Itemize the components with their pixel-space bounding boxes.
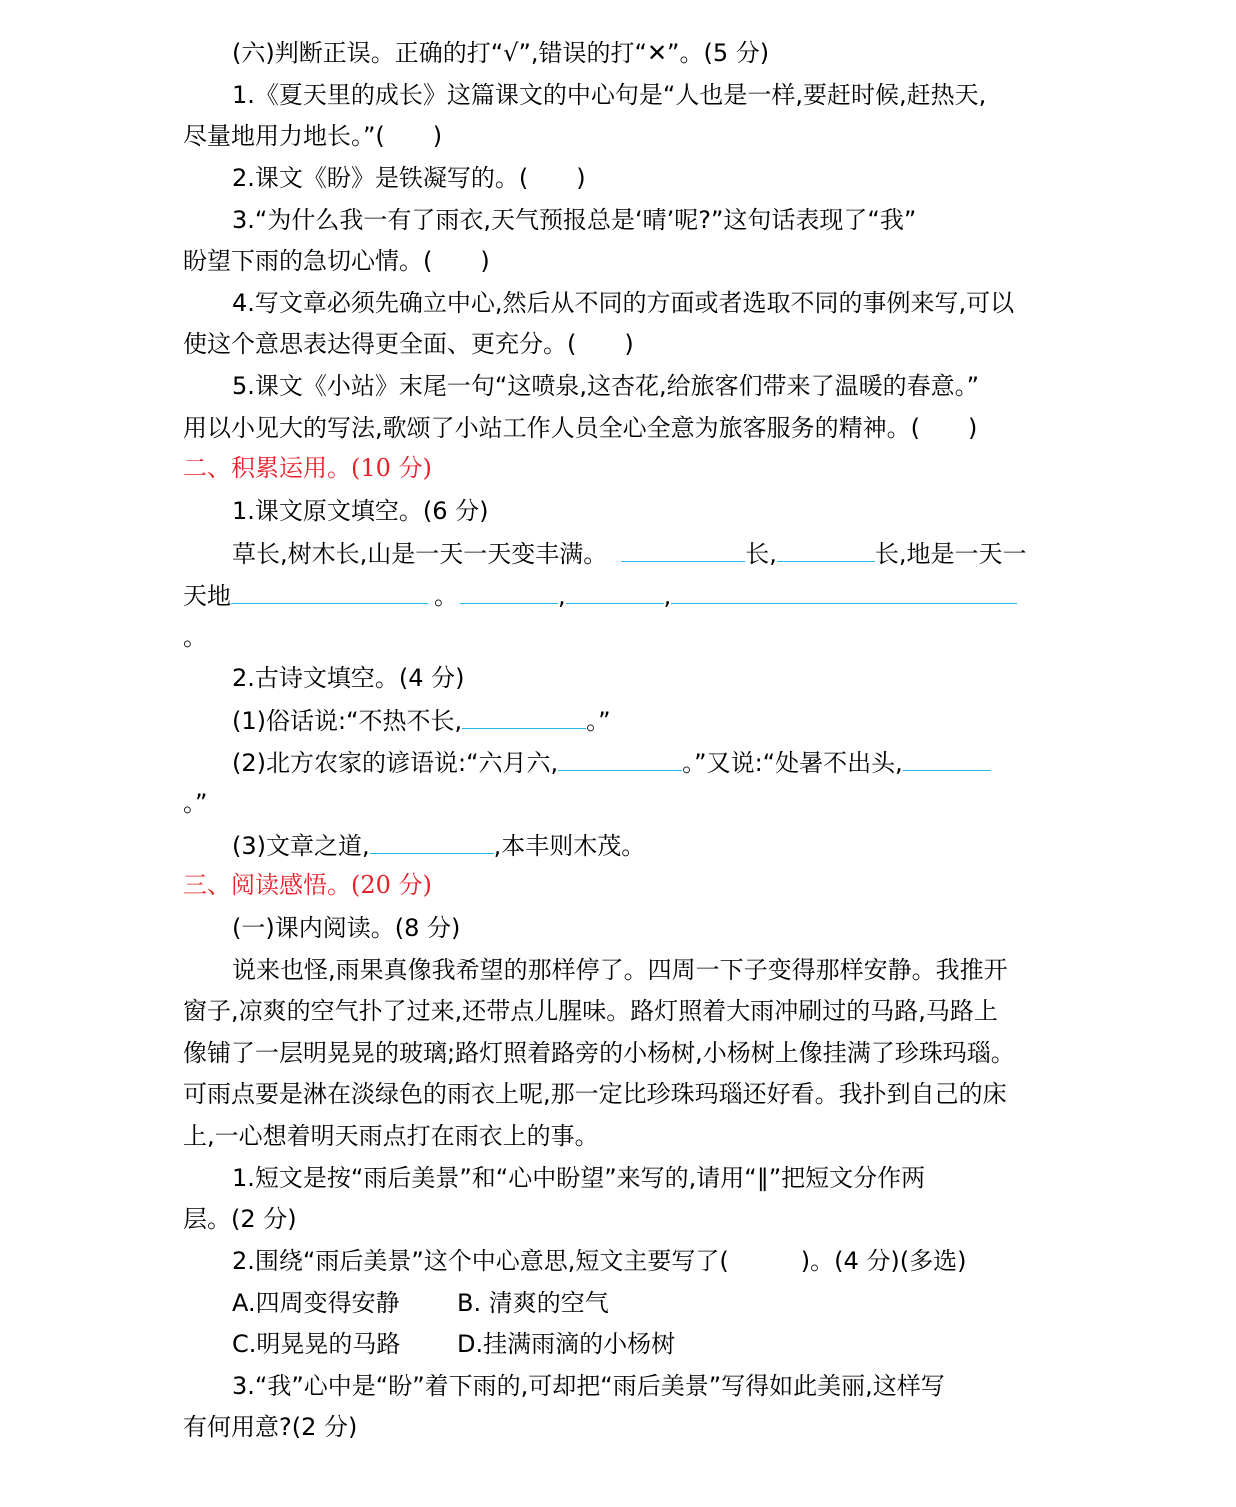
fill-q1-line3: 。 — [183, 623, 207, 651]
fill-q2-1 — [232, 703, 611, 738]
judge-q3-line1: 3.“为什么我一有了雨衣,天气预报总是‘晴’呢?”这句话表现了“我” — [232, 206, 917, 234]
section-six-title: (六)判断正误。正确的打“√”,错误的打“✕”。(5 分) — [232, 39, 770, 67]
reading-q1-line2: 层。(2 分) — [183, 1205, 297, 1233]
fill-q2-title: 2.古诗文填空。(4 分) — [232, 664, 465, 692]
section-three-heading: 三、阅读感悟。(20 分) — [183, 871, 432, 899]
option-c[interactable]: C.明晃晃的马路 — [232, 1330, 401, 1358]
fill-q1-text-a: 草长,树木长,山是一天一天变丰满。 — [232, 540, 608, 569]
fill-q1-text-f: , — [558, 582, 566, 611]
judge-q2: 2.课文《盼》是铁凝写的。( ) — [232, 164, 586, 192]
reading-q1-line1: 1.短文是按“雨后美景”和“心中盼望”来写的,请用“∥”把短文分作两 — [232, 1164, 926, 1192]
reading-sub-title: (一)课内阅读。(8 分) — [232, 914, 461, 942]
passage-line: 窗子,凉爽的空气扑了过来,还带点儿腥味。路灯照着大雨冲刷过的马路,马路上 — [183, 997, 998, 1025]
judge-q5-line1: 5.课文《小站》末尾一句“这喷泉,这杏花,给旅客们带来了温暖的春意。” — [232, 372, 980, 400]
passage-line: 可雨点要是淋在淡绿色的雨衣上呢,那一定比珍珠玛瑙还好看。我扑到自己的床 — [183, 1080, 1007, 1108]
fill-q1-text-c: 长,地是一天一 — [874, 540, 1027, 569]
answer-blank[interactable] — [621, 536, 745, 562]
judge-q4-line2: 使这个意思表达得更全面、更充分。( ) — [183, 330, 634, 358]
fill-q2-2-text-b: 。”又说:“处暑不出头, — [682, 749, 903, 778]
reading-q2-options-row1 — [232, 1286, 609, 1320]
reading-q3-line1: 3.“我”心中是“盼”着下雨的,可却把“雨后美景”写得如此美丽,这样写 — [232, 1372, 945, 1400]
fill-q1-text-d: 天地 — [183, 582, 231, 611]
answer-blank[interactable] — [462, 703, 586, 729]
fill-q1-text-b: 长, — [745, 540, 777, 569]
reading-q2: 2.围绕“雨后美景”这个中心意思,短文主要写了( )。(4 分)(多选) — [232, 1247, 967, 1275]
judge-q1-line2: 尽量地用力地长。”( ) — [183, 122, 443, 150]
fill-q2-3-text-b: ,本丰则木茂。 — [493, 832, 646, 861]
reading-q2-options-row2 — [232, 1327, 675, 1361]
fill-q2-2-text-a: (2)北方农家的谚语说:“六月六, — [232, 749, 559, 778]
answer-blank[interactable] — [460, 578, 558, 604]
fill-q2-3 — [232, 828, 645, 863]
fill-q2-2-end: 。” — [183, 789, 208, 817]
answer-blank[interactable] — [671, 578, 1017, 604]
fill-q2-2 — [232, 745, 991, 780]
answer-blank[interactable] — [370, 828, 494, 854]
fill-q1-line1 — [232, 536, 1027, 571]
fill-q1-text-e: 。 — [434, 582, 458, 611]
passage-line: 上,一心想着明天雨点打在雨衣上的事。 — [183, 1122, 599, 1150]
passage-line: 说来也怪,雨果真像我希望的那样停了。四周一下子变得那样安静。我推开 — [232, 956, 1008, 984]
answer-blank[interactable] — [558, 745, 682, 771]
fill-q1-title: 1.课文原文填空。(6 分) — [232, 497, 489, 525]
answer-blank[interactable] — [566, 578, 664, 604]
judge-q5-line2: 用以小见大的写法,歌颂了小站工作人员全心全意为旅客服务的精神。( ) — [183, 414, 978, 442]
reading-q3-line2: 有何用意?(2 分) — [183, 1413, 358, 1441]
option-a[interactable]: A.四周变得安静 — [232, 1289, 400, 1317]
fill-q2-3-text-a: (3)文章之道, — [232, 832, 370, 861]
answer-blank[interactable] — [777, 536, 875, 562]
section-two-heading: 二、积累运用。(10 分) — [183, 454, 432, 482]
option-d[interactable]: D.挂满雨滴的小杨树 — [457, 1330, 676, 1358]
judge-q3-line2: 盼望下雨的急切心情。( ) — [183, 247, 490, 275]
fill-q2-1-text-a: (1)俗话说:“不热不长, — [232, 707, 463, 736]
fill-q2-1-text-b: 。” — [586, 707, 611, 736]
answer-blank[interactable] — [903, 745, 991, 771]
passage-line: 像铺了一层明晃晃的玻璃;路灯照着路旁的小杨树,小杨树上像挂满了珍珠玛瑙。 — [183, 1039, 1015, 1067]
fill-q1-text-g: , — [663, 582, 672, 611]
answer-blank[interactable] — [231, 578, 428, 604]
option-b[interactable]: B. 清爽的空气 — [457, 1289, 609, 1317]
judge-q1-line1: 1.《夏天里的成长》这篇课文的中心句是“人也是一样,要赶时候,赶热天, — [232, 81, 987, 109]
fill-q1-line2 — [183, 578, 1017, 613]
judge-q4-line1: 4.写文章必须先确立中心,然后从不同的方面或者选取不同的事例来写,可以 — [232, 289, 1015, 317]
